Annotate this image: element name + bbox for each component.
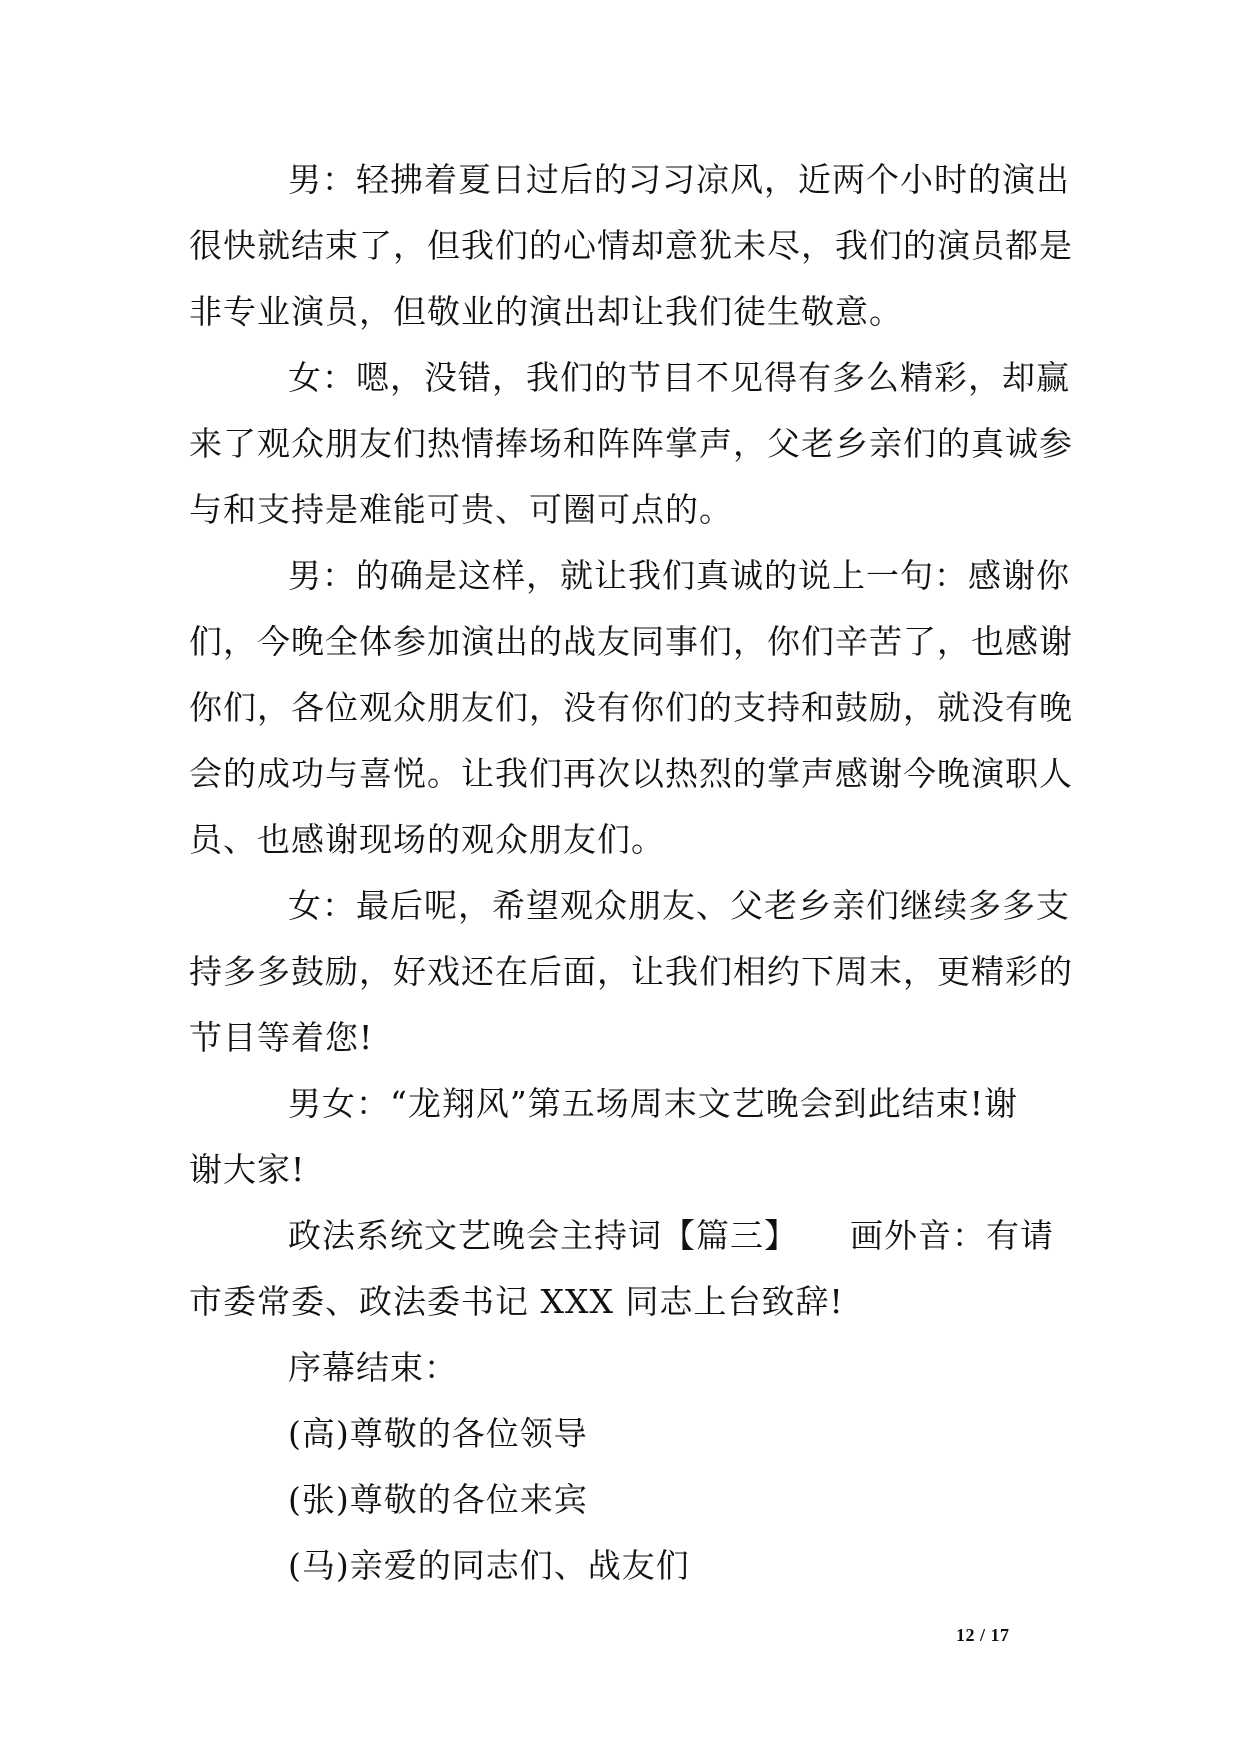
text-line: 你们，各位观众朋友们，没有你们的支持和鼓励，就没有晚	[189, 688, 1073, 727]
text-line: 们，今晚全体参加演出的战友同事们，你们辛苦了，也感谢	[189, 622, 1073, 661]
text-line: 市委常委、政法委书记 XXX 同志上台致辞!	[189, 1282, 844, 1321]
text-line: (马)亲爱的同志们、战友们	[288, 1546, 690, 1585]
text-line: (高)尊敬的各位领导	[288, 1414, 588, 1453]
text-line: 男：的确是这样，就让我们真诚的说上一句：感谢你	[288, 556, 1070, 595]
text-line: 女：嗯，没错，我们的节目不见得有多么精彩，却赢	[288, 358, 1070, 397]
text-line: 女：最后呢，希望观众朋友、父老乡亲们继续多多支	[288, 886, 1070, 925]
section-heading: 政法系统文艺晚会主持词【篇三】	[288, 1216, 798, 1255]
text-line: 会的成功与喜悦。让我们再次以热烈的掌声感谢今晚演职人	[189, 754, 1073, 793]
text-line: 男：轻拂着夏日过后的习习凉风，近两个小时的演出	[288, 160, 1070, 199]
text-line: 序幕结束：	[288, 1348, 458, 1387]
text-line: 来了观众朋友们热情捧场和阵阵掌声，父老乡亲们的真诚参	[189, 424, 1073, 463]
text-line: 画外音：有请	[850, 1216, 1054, 1255]
page-number: 12 / 17	[956, 1625, 1010, 1645]
text-line: 男女：“龙翔风”第五场周末文艺晚会到此结束!谢	[288, 1084, 1019, 1123]
text-line: 非专业演员，但敬业的演出却让我们徒生敬意。	[189, 292, 903, 331]
text-line: (张)尊敬的各位来宾	[288, 1480, 588, 1519]
text-line: 节目等着您!	[189, 1018, 374, 1057]
text-line: 谢大家!	[189, 1150, 306, 1189]
text-line: 很快就结束了，但我们的心情却意犹未尽，我们的演员都是	[189, 226, 1073, 265]
text-line: 持多多鼓励，好戏还在后面，让我们相约下周末，更精彩的	[189, 952, 1073, 991]
text-line: 员、也感谢现场的观众朋友们。	[189, 820, 665, 859]
text-line: 与和支持是难能可贵、可圈可点的。	[189, 490, 733, 529]
